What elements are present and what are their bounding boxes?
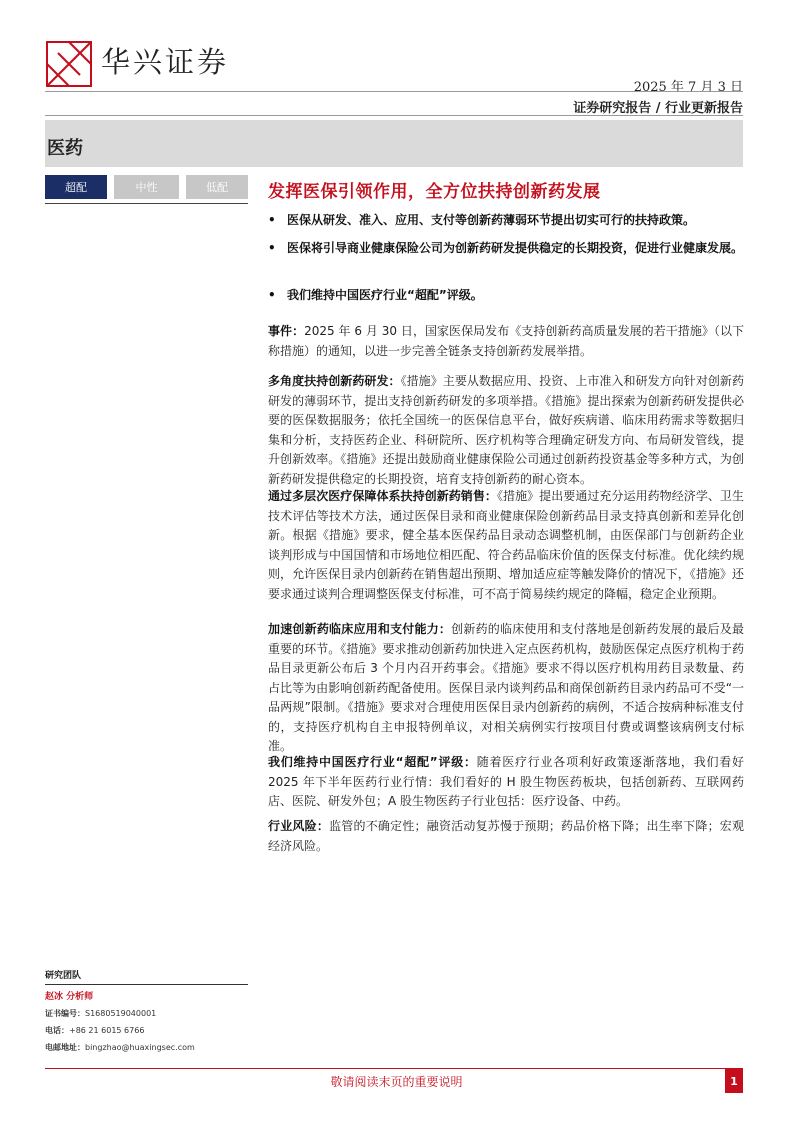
paragraph-text: 随着医疗行业各项利好政策逐渐落地，我们看好 2025 年下半年医药行业行情：我们看好的 H 股生物医药板块，包括创新药、互联网药店、医院、研发外包；A 股生物医药子行业包括：医疗设备、中药。 [268, 755, 744, 808]
paragraph-lead: 加速创新药临床应用和支付能力： [268, 622, 452, 636]
paragraph-risks [268, 817, 744, 856]
cert-value: S1680519040001 [85, 1009, 157, 1018]
paragraph-lead: 通过多层次医疗保障体系扶持创新药销售： [268, 489, 497, 503]
paragraph-clinical-payment [268, 620, 744, 757]
email-label: 电邮地址： [45, 1043, 85, 1052]
report-headline: 发挥医保引领作用，全方位扶持创新药发展 [268, 182, 601, 202]
team-heading: 研究团队 [45, 971, 82, 981]
phone-value: +86 21 6015 6766 [69, 1026, 145, 1035]
page-number: 1 [725, 1069, 743, 1093]
paragraph-text: 2025 年 6 月 30 日，国家医保局发布《支持创新药高质量发展的若干措施》（以下称措施）的通知，以进一步完善全链条支持创新药发展举措。 [268, 324, 744, 358]
paragraph-text: 《措施》提出要通过充分运用药物经济学、卫生技术评估等技术方法，通过医保目录和商业健康保险创新药品目录支持真创新和差异化创新。根据《措施》要求，健全基本医保药品目录动态调整机制，由医保部门与创新药企业谈判形成与中国国情和市场地位相匹配、符合药品临床价值的医保支付标准。优化续约规则，允许医保目录内创新药在销售超出预期、增加适应症等触发降价的情况下，《措施》还要求通过谈判合理调整医保支付标准，可不高于简易续约规定的降幅，稳定企业预期。 [268, 489, 744, 601]
analyst-name: 赵冰 分析师 [45, 992, 94, 1002]
huaxing-logo-icon [46, 41, 92, 87]
rating-overweight: 超配 [45, 175, 107, 199]
paragraph-lead: 事件： [268, 324, 305, 338]
key-point-text: 我们维持中国医疗行业“超配”评级。 [287, 288, 483, 302]
paragraph-text: 创新药的临床使用和支付落地是创新药发展的最后及最重要的环节。《措施》要求推动创新药加快进入定点医药机构，鼓励医保定点医疗机构于药品目录更新公布后 3 个月内召开药事会。《措施》要求不得以医疗机构用药目录数量、药占比等为由影响创新药配备使用。医保目录内谈判药品和商保创新药目录内药品可不受“一品两规”限制。《措施》要求对合理使用医保目录内创新药的病例，不适合按病种标准支付的，支持医疗机构自主申报特例单议，对相关病例实行按项目付费或调整该病例支付标准。 [268, 622, 744, 753]
paragraph-lead: 我们维持中国医疗行业“超配”评级： [268, 755, 477, 769]
key-point [268, 238, 744, 258]
bullet-icon: • [268, 288, 276, 302]
email [45, 1042, 248, 1053]
sector-title: 医药 [47, 138, 83, 159]
report-type: 证券研究报告 / 行业更新报告 [573, 101, 743, 116]
key-point-text: 医保从研发、准入、应用、支付等创新药薄弱环节提出切实可行的扶持政策。 [287, 213, 696, 227]
email-value[interactable]: bingzhao@huaxingsec.com [85, 1043, 195, 1052]
paragraph-rd-support [268, 372, 744, 489]
rating-divider [45, 203, 248, 204]
footer-divider [45, 1068, 743, 1069]
cert-number [45, 1008, 248, 1019]
key-point-text: 医保将引导商业健康保险公司为创新药研发提供稳定的长期投资，促进行业健康发展。 [287, 241, 744, 255]
report-date: 2025 年 7 月 3 日 [633, 80, 743, 95]
bullet-icon: • [268, 241, 276, 255]
paragraph-sales-support [268, 487, 744, 604]
footer-note: 敬请阅读末页的重要说明 [330, 1075, 463, 1089]
paragraph-rating [268, 753, 744, 812]
paragraph-event [268, 322, 744, 361]
phone [45, 1025, 248, 1036]
bullet-icon: • [268, 213, 276, 227]
key-point [268, 285, 744, 305]
rating-neutral: 中性 [114, 175, 179, 199]
phone-label: 电话： [45, 1026, 69, 1035]
paragraph-text: 监管的不确定性；融资活动复苏慢于预期；药品价格下降；出生率下降；宏观经济风险。 [268, 819, 744, 853]
brand-name: 华兴证券 [101, 45, 230, 79]
paragraph-lead: 多角度扶持创新药研发： [268, 374, 401, 388]
research-team [45, 968, 248, 1053]
paragraph-text: 《措施》主要从数据应用、投资、上市准入和研发方向针对创新药研发的薄弱环节，提出支持创新药研发的多项举措。《措施》提出探索为创新药研发提供必要的医保数据服务；依托全国统一的医保信息平台，做好疾病谱、临床用药需求等数据归集和分析，支持医药企业、科研院所、医疗机构等合理确定研发方向、布局研发管线，提升创新效率。《措施》还提出鼓励商业健康保险公司通过创新药投资基金等多种方式，为创新药研发提供稳定的长期投资，培育支持创新药的耐心资本。 [268, 374, 744, 486]
header-divider [45, 91, 743, 92]
header-divider-2 [45, 115, 743, 116]
rating-underweight: 低配 [186, 175, 248, 199]
team-divider [45, 984, 248, 985]
sector-band [45, 120, 743, 167]
paragraph-lead: 行业风险： [268, 819, 330, 833]
cert-label: 证书编号： [45, 1009, 85, 1018]
key-point [268, 210, 744, 230]
